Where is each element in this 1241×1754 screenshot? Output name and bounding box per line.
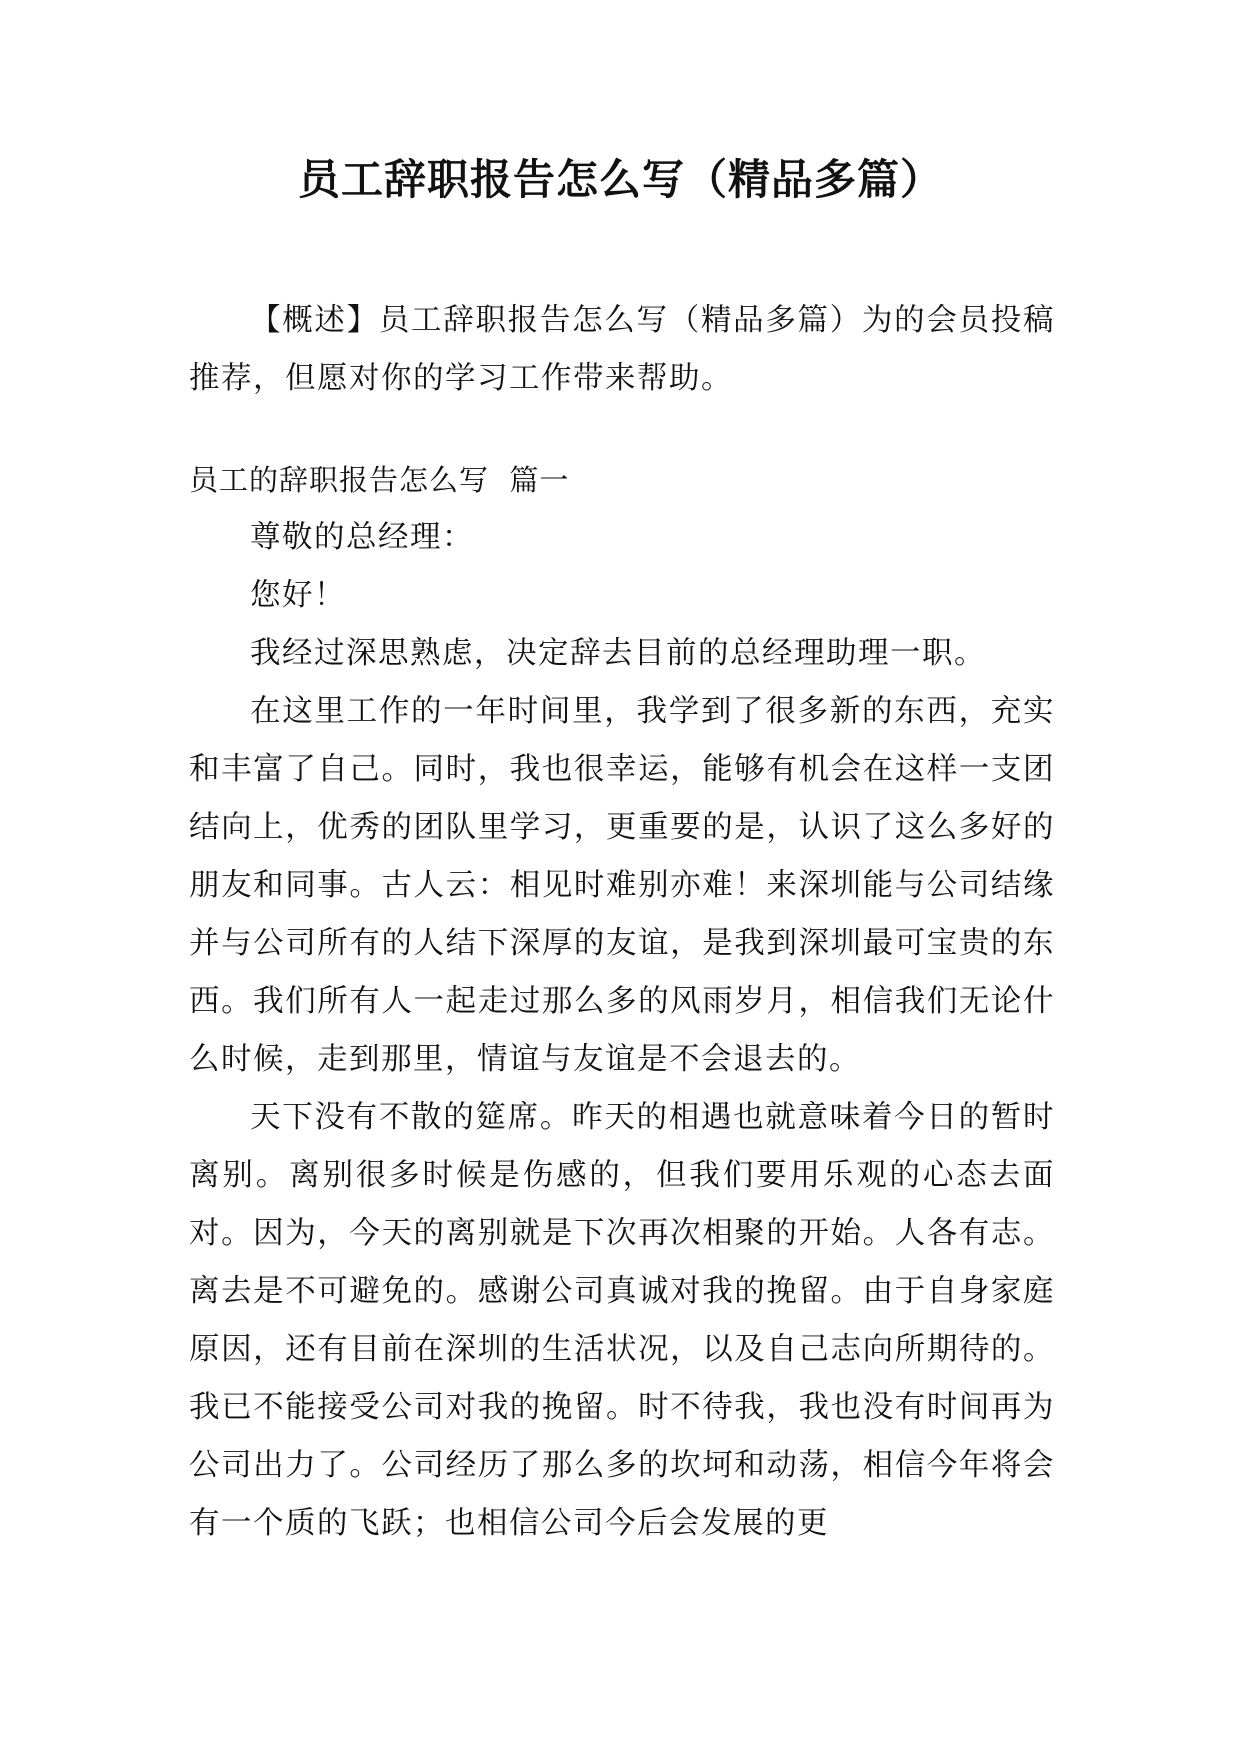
greeting: 您好！ (250, 578, 346, 613)
summary-spacer (189, 408, 1055, 451)
document-body (189, 292, 1055, 1553)
body-paragraph-2: 在这里工作的一年时间里，我学到了很多新的东西，充实和丰富了自己。同时，我也很幸运，能够有机会在这样一支团结向上，优秀的团队里学习，更重要的是，认识了这么多好的朋友和同事。古人云：相见时难别亦难！来深圳能与公司结缘并与公司所有的人结下深厚的友谊，是我到深圳最可宝贵的东西。我们所有人一起走过那么多的风雨岁月，相信我们无论什么时候，走到那里，情谊与友谊是不会退去的。 (189, 694, 1055, 1077)
salutation: 尊敬的总经理： (250, 520, 474, 555)
document-title: 员工辞职报告怎么写（精品多篇） (297, 155, 943, 204)
section-heading: 员工的辞职报告怎么写 篇一 (189, 463, 570, 497)
body-paragraph-3: 天下没有不散的筵席。昨天的相遇也就意味着今日的暂时离别。离别很多时候是伤感的，但我们要用乐观的心态去面对。因为，今天的离别就是下次再次相聚的开始。人各有志。离去是不可避免的。感谢公司真诚对我的挽留。由于自身家庭原因，还有目前在深圳的生活状况，以及自己志向所期待的。我已不能接受公司对我的挽留。时不待我，我也没有时间再为公司出力了。公司经历了那么多的坎坷和动荡，相信今年将会有一个质的飞跃；也相信公司今后会发展的更 (189, 1100, 1055, 1541)
summary-paragraph: 【概述】员工辞职报告怎么写（精品多篇）为的会员投稿推荐，但愿对你的学习工作带来帮助。 (189, 303, 1055, 396)
body-paragraph-1: 我经过深思熟虑，决定辞去目前的总经理助理一职。 (250, 636, 986, 671)
